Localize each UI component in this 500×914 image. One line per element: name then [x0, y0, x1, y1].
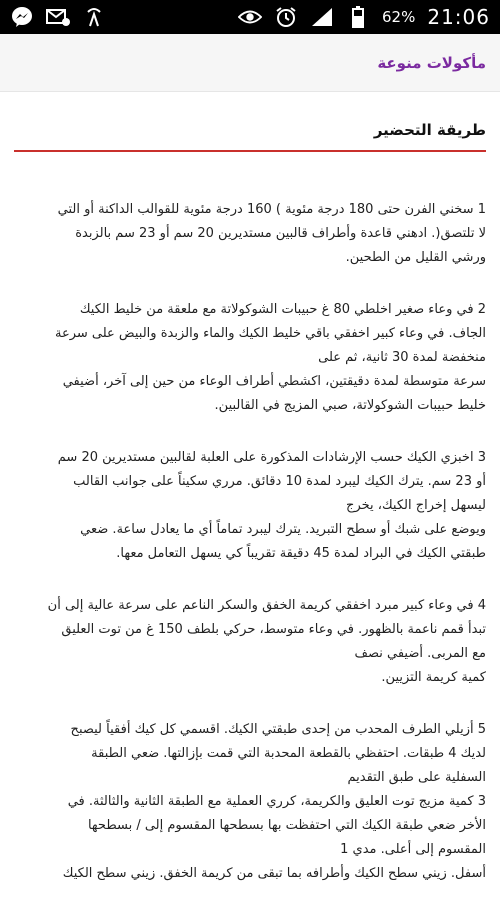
messenger-icon — [10, 5, 34, 29]
step-line: المقسوم إلى أعلى. مدي 1 — [340, 842, 486, 857]
step-line: ليسهل إخراج الكيك، يخرج — [346, 498, 486, 513]
battery-icon — [346, 5, 370, 29]
status-bar-left — [10, 5, 106, 29]
eye-icon — [238, 5, 262, 29]
status-bar-right — [238, 5, 490, 29]
step-line: أو 23 سم. يترك الكيك ليبرد لمدة 10 دقائق. مرري سكيناً على جوانب القالب — [73, 474, 486, 489]
step-5 — [14, 718, 486, 886]
step-line: لديك 4 طبقات. احتفظي بالقطعة المحدبة التي قمت بإزالتها. ضعي الطبقة — [91, 746, 486, 761]
step-4 — [14, 594, 486, 690]
step-2 — [14, 298, 486, 418]
step-line: 4 في وعاء كبير مبرد اخفقي كريمة الخفق والسكر الناعم على سرعة عالية إلى أن — [47, 598, 486, 613]
section-header — [14, 110, 486, 152]
step-line: لا تلتصق(. ادهني قاعدة وأطراف قالبين مستديرين 20 سم أو 23 سم بالزبدة — [75, 226, 486, 241]
signal-icon — [310, 5, 334, 29]
wireless-icon — [82, 5, 106, 29]
step-line: طبقتي الكيك في البراد لمدة 45 دقيقة تقريباً كي يسهل التعامل معها. — [116, 546, 486, 561]
step-line: السفلية على طبق التقديم — [347, 770, 486, 785]
step-line: مع المربى. أضيفي نصف — [354, 646, 486, 661]
alarm-icon — [274, 5, 298, 29]
step-line: ورشي القليل من الطحين. — [345, 250, 486, 265]
step-line: سرعة متوسطة لمدة دقيقتين، اكشطي أطراف الوعاء من حين إلى آخر، أضيفي — [62, 374, 486, 389]
step-line: كمية كريمة التزيين. — [381, 670, 486, 685]
section-title: طريقة التحضير — [373, 121, 486, 139]
email-icon — [46, 5, 70, 29]
app-bar-title: مأكولات منوعة — [377, 53, 486, 72]
step-line: 1 سخني الفرن حتى 180 درجة مئوية ) 160 درجة مئوية للقوالب الداكنة أو التي — [57, 202, 486, 217]
battery-percent: 62% — [382, 8, 416, 26]
status-bar — [0, 0, 500, 34]
step-line: الجاف. في وعاء كبير اخفقي باقي خليط الكيك والماء والزبدة والبيض على سرعة — [54, 326, 486, 341]
step-line: 3 كمية مزيج توت العليق والكريمة، كرري العملية مع الطبقة الثانية والثالثة. في — [67, 794, 486, 809]
step-1 — [14, 198, 486, 270]
app-bar — [0, 34, 500, 92]
step-line: تبدأ قمم ناعمة بالظهور. في وعاء متوسط، حركي بلطف 150 غ من توت العليق — [61, 622, 486, 637]
step-3 — [14, 446, 486, 566]
step-line: أسفل. زيني سطح الكيك وأطرافه بما تبقى من كريمة الخفق. زيني سطح الكيك — [62, 866, 486, 881]
step-line: 5 أزيلي الطرف المحدب من إحدى طبقتي الكيك. اقسمي كل كيك أفقياً ليصبح — [70, 722, 486, 737]
clock-time: 21:06 — [427, 5, 490, 29]
recipe-content — [14, 198, 486, 914]
step-line: 3 اخبزي الكيك حسب الإرشادات المذكورة على العلبة لقالبين مستديرين 20 سم — [57, 450, 486, 465]
step-line: 2 في وعاء صغير اخلطي 80 غ حبيبات الشوكولاتة مع ملعقة من خليط الكيك — [79, 302, 486, 317]
step-line: منخفضة لمدة 30 ثانية، ثم على — [318, 350, 486, 365]
step-line: الأخر ضعي طبقة الكيك التي احتفظت بها بسطحها المقسوم إلى / بسطحها — [87, 818, 486, 833]
step-line: ويوضع على شبك أو سطح التبريد. يترك ليبرد تماماً أي ما يعادل ساعة. ضعي — [80, 522, 486, 537]
step-line: خليط حبيبات الشوكولاتة، صبي المزيج في القالبين. — [214, 398, 486, 413]
